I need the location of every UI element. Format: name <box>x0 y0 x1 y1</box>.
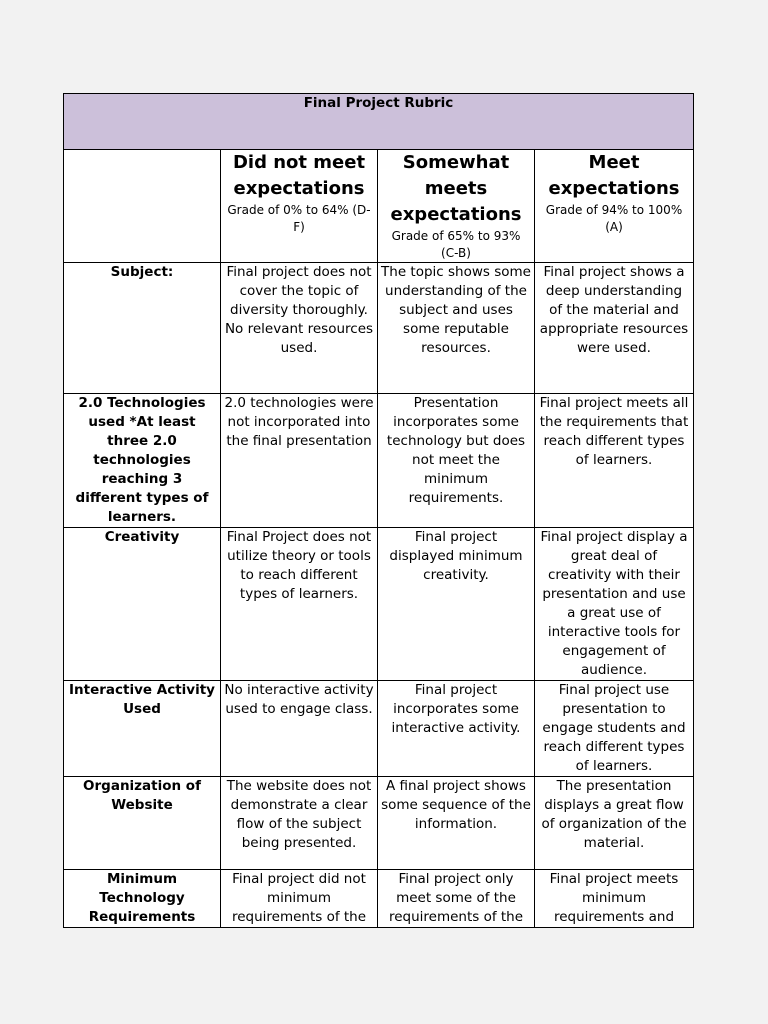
rubric-cell: Final project meets all the requirements that reach different types of learners. <box>535 394 694 528</box>
column-grade: Grade of 0% to 64% (D-F) <box>227 203 371 234</box>
rubric-cell: Final project did not minimum requirements of the <box>221 870 378 928</box>
rubric-cell: Final project shows a deep understanding of the material and appropriate resources were used. <box>535 263 694 394</box>
rubric-cell: Presentation incorporates some technology but does not meet the minimum requirements. <box>378 394 535 528</box>
column-header-did-not-meet <box>221 150 378 263</box>
criterion-cell: Creativity <box>64 528 221 681</box>
criterion-cell: Minimum Technology Requirements <box>64 870 221 928</box>
rubric-cell: Final project display a great deal of creativity with their presentation and use a great use of interactive tools for engagement of audience. <box>535 528 694 681</box>
criterion-cell: Organization of Website <box>64 777 221 870</box>
title-row <box>64 94 694 150</box>
table-row <box>64 870 694 928</box>
header-empty-cell <box>64 150 221 263</box>
rubric-cell: 2.0 technologies were not incorporated into the final presentation <box>221 394 378 528</box>
table-row <box>64 681 694 777</box>
column-grade: Grade of 94% to 100% (A) <box>545 203 683 234</box>
table-row <box>64 528 694 681</box>
column-title: Did not meet expectations <box>232 152 366 199</box>
rubric-cell: Final project only meet some of the requirements of the <box>378 870 535 928</box>
column-title: Meet expectations <box>548 152 680 199</box>
column-header-meet <box>535 150 694 263</box>
rubric-cell: Final project does not cover the topic of diversity thoroughly. No relevant resources used. <box>221 263 378 394</box>
criterion-cell: 2.0 Technologies used *At least three 2.0 technologies reaching 3 different types of learners. <box>64 394 221 528</box>
table-row <box>64 394 694 528</box>
column-grade: Grade of 65% to 93% (C-B) <box>391 229 521 260</box>
criterion-cell: Interactive Activity Used <box>64 681 221 777</box>
criterion-cell: Subject: <box>64 263 221 394</box>
column-header-somewhat-meets <box>378 150 535 263</box>
rubric-cell: Final project use presentation to engage students and reach different types of learners. <box>535 681 694 777</box>
table-row <box>64 777 694 870</box>
rubric-cell: Final project displayed minimum creativity. <box>378 528 535 681</box>
rubric-cell: Final project meets minimum requirements and <box>535 870 694 928</box>
rubric-cell: The website does not demonstrate a clear flow of the subject being presented. <box>221 777 378 870</box>
table-row <box>64 263 694 394</box>
rubric-table <box>63 93 694 928</box>
table-title: Final Project Rubric <box>64 94 694 150</box>
header-row <box>64 150 694 263</box>
rubric-cell: A final project shows some sequence of the information. <box>378 777 535 870</box>
rubric-cell: No interactive activity used to engage class. <box>221 681 378 777</box>
column-title: Somewhat meets expectations <box>390 152 522 225</box>
rubric-cell: Final Project does not utilize theory or tools to reach different types of learners. <box>221 528 378 681</box>
rubric-cell: The presentation displays a great flow of organization of the material. <box>535 777 694 870</box>
rubric-cell: Final project incorporates some interactive activity. <box>378 681 535 777</box>
rubric-cell: The topic shows some understanding of the subject and uses some reputable resources. <box>378 263 535 394</box>
